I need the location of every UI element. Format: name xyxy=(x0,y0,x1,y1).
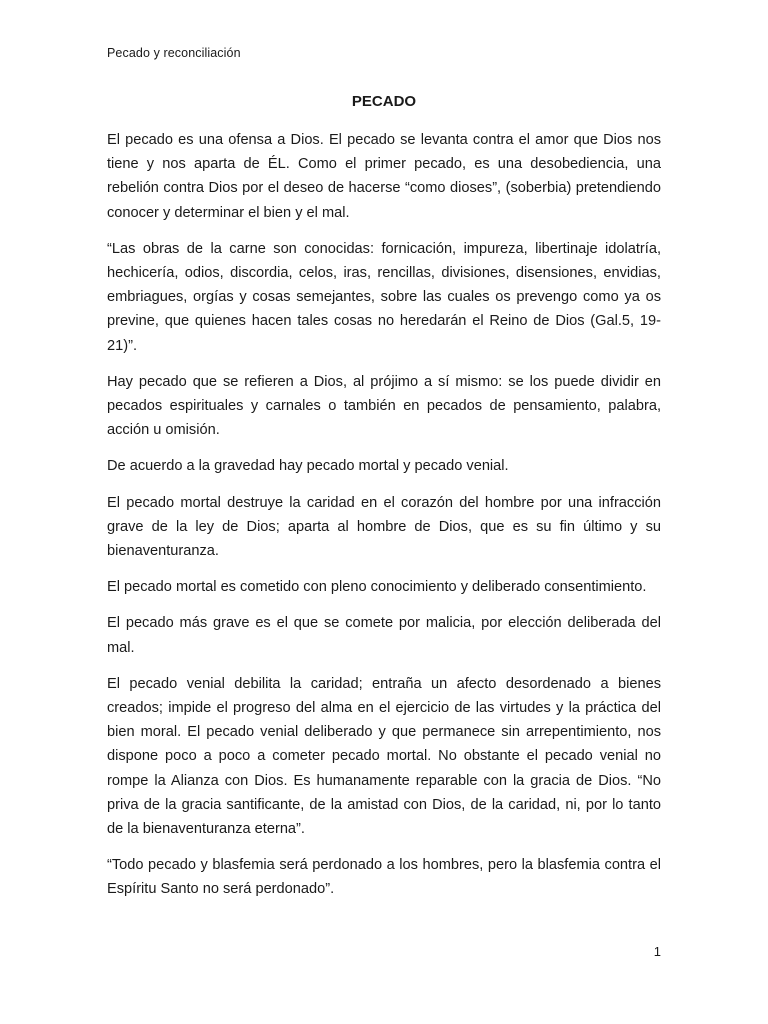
paragraph: Hay pecado que se refieren a Dios, al prójimo a sí mismo: se los puede dividir en pecados espirituales y carnales o también en pecados de pensamiento, palabra, acción u omisión. xyxy=(107,373,661,439)
paragraph: “Las obras de la carne son conocidas: fornicación, impureza, libertinaje idolatría, hechicería, odios, discordia, celos, iras, rencillas, divisiones, disensiones, envidias, embriagues, orgías y cosas semejantes, sobre las cuales os prevengo como ya os previne, que quienes hacen tales cosas no heredarán el Reino de Dios (Gal.5, 19-21)”. xyxy=(107,240,661,354)
page-number: 1 xyxy=(653,944,661,959)
paragraph: El pecado venial debilita la caridad; entraña un afecto desordenado a bienes creados; impide el progreso del alma en el ejercicio de las virtudes y la práctica del bien moral. El pecado venial deliberado y que permanece sin arrepentimiento, nos dispone poco a poco a cometer pecado mortal. No obstante el pecado venial no rompe la Alianza con Dios. Es humanamente reparable con la gracia de Dios. “No priva de la gracia santificante, de la amistad con Dios, de la caridad, ni, por lo tanto de la bienaventuranza eterna”. xyxy=(107,675,661,838)
paragraph: De acuerdo a la gravedad hay pecado mortal y pecado venial. xyxy=(107,458,509,475)
document-title: PECADO xyxy=(351,93,417,110)
paragraph: El pecado es una ofensa a Dios. El pecado se levanta contra el amor que Dios nos tiene y nos aparta de ÉL. Como el primer pecado, es una desobediencia, una rebelión contra Dios por el deseo de hacerse “como dioses”, (soberbia) pretendiendo conocer y determinar el bien y el mal. xyxy=(107,132,661,221)
document-body xyxy=(107,128,661,914)
paragraph: “Todo pecado y blasfemia será perdonado a los hombres, pero la blasfemia contra el Espíritu Santo no será perdonado”. xyxy=(107,857,661,898)
running-header: Pecado y reconciliación xyxy=(107,46,241,60)
paragraph: El pecado mortal es cometido con pleno conocimiento y deliberado consentimiento. xyxy=(107,579,647,596)
paragraph: El pecado más grave es el que se comete por malicia, por elección deliberada del mal. xyxy=(107,615,661,656)
paragraph: El pecado mortal destruye la caridad en el corazón del hombre por una infracción grave de la ley de Dios; aparta al hombre de Dios, que es su fin último y su bienaventuranza. xyxy=(107,494,661,560)
